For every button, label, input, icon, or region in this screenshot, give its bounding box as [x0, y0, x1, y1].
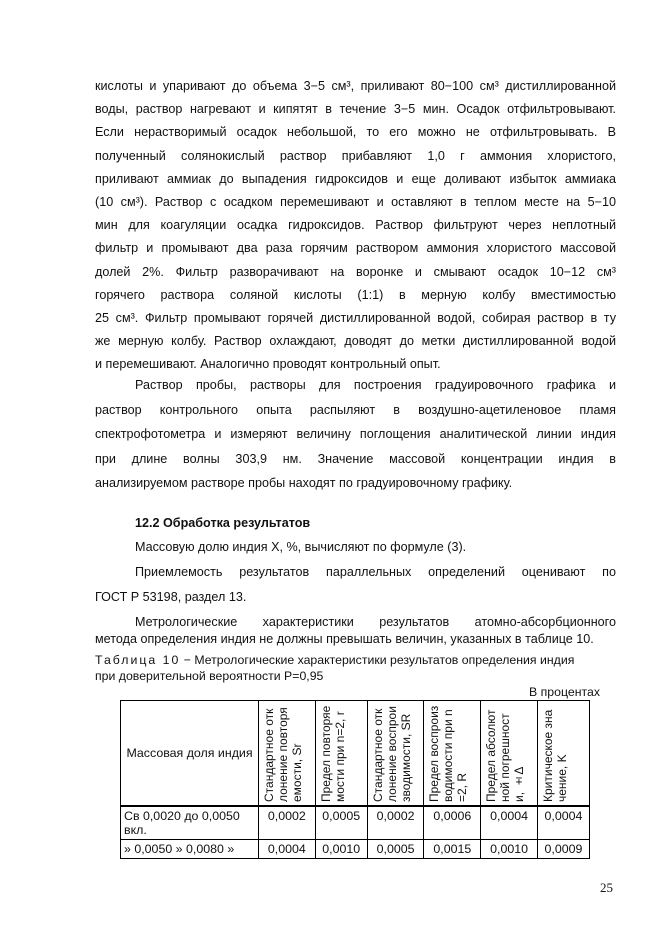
paragraph-line: (10 см³). Раствор с осадком перемешивают и оставляют в теплом месте на 5−10	[95, 195, 616, 209]
paragraph-line: Приемлемость результатов параллельных определений оценивают по	[135, 565, 616, 579]
table-header-row	[121, 701, 590, 807]
table-caption-label: Таблица 10	[95, 653, 181, 667]
table-caption-line2: при доверительной вероятности P=0,95	[95, 669, 324, 683]
row-label-cell: » 0,0050 » 0,0080 »	[121, 840, 259, 859]
paragraph-line: при длине волны 303,9 нм. Значение массовой концентрации индия в	[95, 452, 616, 466]
value-cell: 0,0002	[367, 806, 424, 840]
value-cell: 0,0010	[481, 840, 538, 859]
paragraph-line: анализируемом растворе пробы находят по градуировочному графику.	[95, 476, 513, 490]
value-cell: 0,0015	[424, 840, 481, 859]
paragraph-line: воды, раствор нагревают и кипятят в течение 3−5 мин. Осадок отфильтровывают.	[95, 102, 616, 116]
paragraph-line: долей 2%. Фильтр разворачивают на воронке и смывают осадок 10−12 см³	[95, 265, 616, 279]
paragraph-line: спектрофотометра и измеряют величину поглощения аналитической линии индия	[95, 427, 616, 441]
value-cell: 0,0005	[315, 806, 367, 840]
header-text: Критическое значение, K	[540, 709, 569, 802]
header-cell	[537, 701, 589, 807]
value-cell: 0,0004	[537, 806, 589, 840]
paragraph-line: 25 см³. Фильтр промывают горячей дистиллированной водой, собирая раствор в ту	[95, 311, 616, 325]
header-cell	[315, 701, 367, 807]
value-cell: 0,0010	[315, 840, 367, 859]
table-caption	[95, 652, 616, 668]
header-cell	[367, 701, 424, 807]
paragraph-line: же мерную колбу. Раствор охлаждают, доводят до метки дистиллированной водой	[95, 334, 616, 348]
value-cell: 0,0005	[367, 840, 424, 859]
metrology-table	[120, 700, 590, 859]
table-row	[121, 806, 590, 840]
value-cell: 0,0002	[259, 806, 316, 840]
header-text: Предел абсолютной погрешности, ±Δ	[484, 709, 527, 802]
header-text: Предел воспроизводимости при n=2, R	[427, 705, 470, 802]
paragraph-line: метода определения индия не должны превышать величин, указанных в таблице 10.	[95, 632, 594, 646]
header-cell	[259, 701, 316, 807]
section-heading: 12.2 Обработка результатов	[135, 516, 311, 530]
paragraph-line: Метрологические характеристики результатов атомно-абсорбционного	[135, 615, 616, 629]
units-label: В процентах	[529, 685, 600, 699]
paragraph-line: кислоты и упаривают до объема 3−5 см³, приливают 80−100 см³ дистиллированной	[95, 79, 616, 93]
paragraph-line: фильтр и промывают два раза горячим раствором аммония хлористого массовой	[95, 241, 616, 255]
value-cell: 0,0009	[537, 840, 589, 859]
paragraph-line: Если нерастворимый осадок небольшой, то его можно не отфильтровывать. В	[95, 125, 616, 139]
value-cell: 0,0004	[481, 806, 538, 840]
paragraph-line: и перемешивают. Аналогично проводят контрольный опыт.	[95, 357, 441, 371]
value-cell: 0,0004	[259, 840, 316, 859]
table-row	[121, 840, 590, 859]
paragraph-line: раствор контрольного опыта распыляют в воздушно-ацетиленовое пламя	[95, 403, 616, 417]
paragraph-line: горячего раствора соляной кислоты (1:1) в мерную колбу вместимостью	[95, 288, 616, 302]
paragraph-line: Массовую долю индия X, %, вычисляют по формуле (3).	[135, 540, 467, 554]
header-cell	[481, 701, 538, 807]
header-text: Стандартное отклонение воспроизводимости, SR	[370, 706, 413, 802]
paragraph-line: мин для коагуляции осадка гидроксидов. Раствор фильтруют через неплотный	[95, 218, 616, 232]
header-cell: Массовая доля индия	[121, 701, 259, 807]
header-cell	[424, 701, 481, 807]
table-caption-text: − Метрологические характеристики результатов определения индия	[180, 653, 575, 667]
page-number: 25	[600, 880, 613, 895]
row-label-cell: Св 0,0020 до 0,0050 вкл.	[121, 806, 259, 840]
paragraph-line: полученный солянокислый раствор прибавляют 1,0 г аммония хлористого,	[95, 149, 616, 163]
header-text: Предел повторяемости при n=2, r	[318, 705, 347, 802]
paragraph-line: Раствор пробы, растворы для построения градуировочного графика и	[135, 378, 616, 392]
paragraph-line: приливают аммиак до выпадения гидроксидов и еще доливают избыток аммиака	[95, 172, 616, 186]
header-text: Стандартное отклонение повторяемости, Sr	[262, 707, 304, 802]
paragraph-line: ГОСТ Р 53198, раздел 13.	[95, 590, 247, 604]
value-cell: 0,0006	[424, 806, 481, 840]
